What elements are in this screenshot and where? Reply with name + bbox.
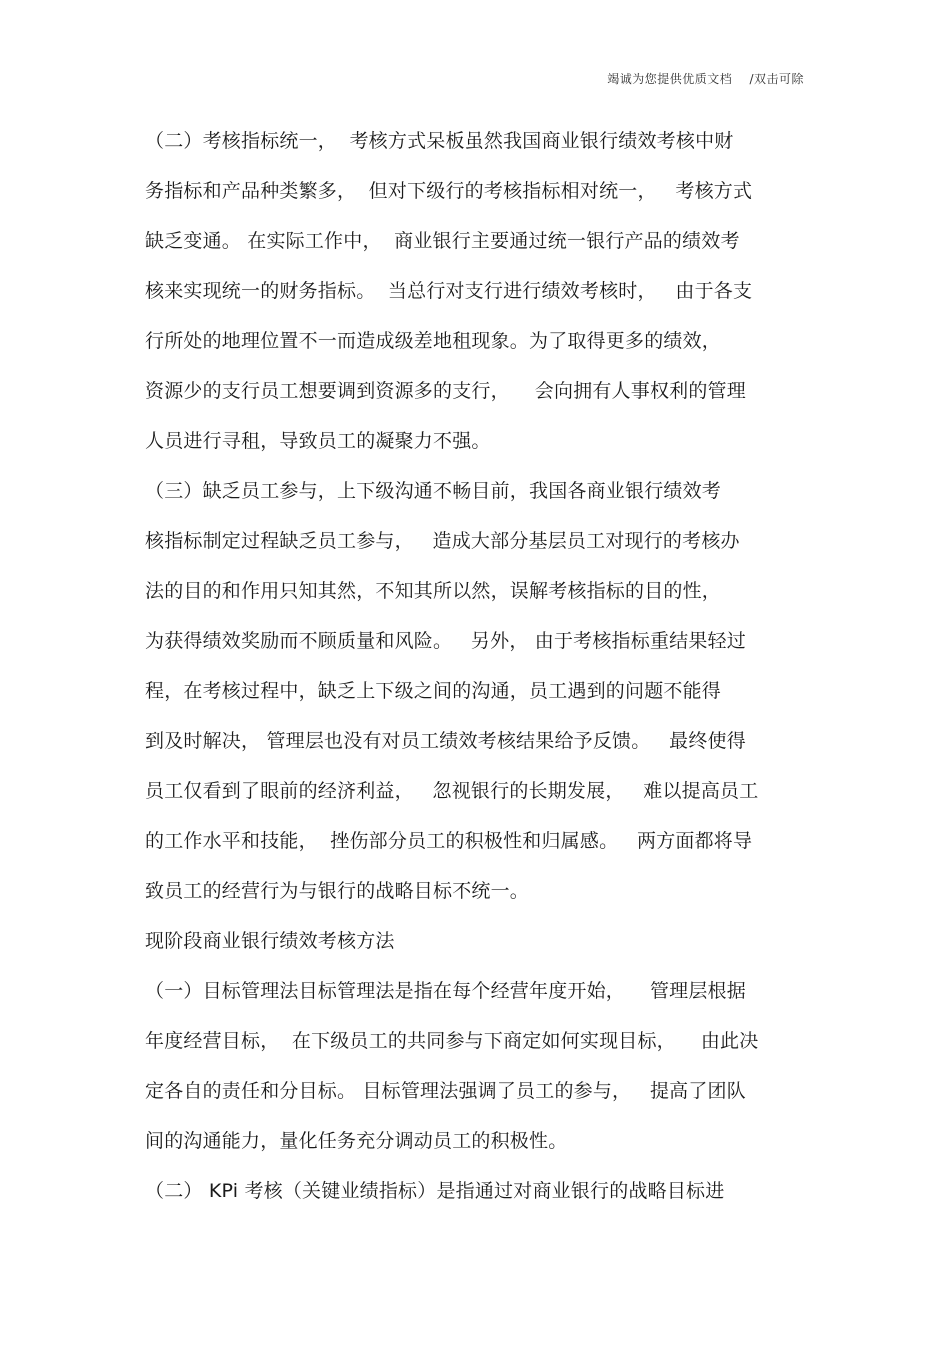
- body-line: 间的沟通能力，量化任务充分调动员工的积极性。: [145, 1130, 568, 1152]
- section-heading: 现阶段商业银行绩效考核方法: [145, 930, 395, 952]
- body-line: 法的目的和作用只知其然，不知其所以然，误解考核指标的目的性，: [145, 580, 722, 602]
- header-note: 竭诚为您提供优质文档 /双击可除: [607, 72, 804, 86]
- body-line: 致员工的经营行为与银行的战略目标不统一。: [145, 880, 530, 902]
- body-line: 务指标和产品种类繁多， 但对下级行的考核指标相对统一， 考核方式: [145, 180, 753, 202]
- body-line: 年度经营目标， 在下级员工的共同参与下商定如何实现目标， 由此决: [145, 1030, 759, 1052]
- body-line: 程，在考核过程中，缺乏上下级之间的沟通，员工遇到的问题不能得: [145, 680, 722, 702]
- body-line: 为获得绩效奖励而不顾质量和风险。 另外， 由于考核指标重结果轻过: [145, 630, 746, 652]
- body-line: 核来实现统一的财务指标。 当总行对支行进行绩效考核时， 由于各支: [145, 280, 753, 302]
- body-line: 到及时解决， 管理层也没有对员工绩效考核结果给予反馈。 最终使得: [145, 730, 746, 752]
- body-line: 核指标制定过程缺乏员工参与， 造成大部分基层员工对现行的考核办: [145, 530, 740, 552]
- body-line: （三）缺乏员工参与，上下级沟通不畅目前，我国各商业银行绩效考: [145, 480, 722, 502]
- body-line: 的工作水平和技能， 挫伤部分员工的积极性和归属感。 两方面都将导: [145, 830, 753, 852]
- body-line: （二）考核指标统一， 考核方式呆板虽然我国商业银行绩效考核中财: [145, 130, 734, 152]
- body-line: 资源少的支行员工想要调到资源多的支行， 会向拥有人事权利的管理: [145, 380, 746, 402]
- body-line: （二） KPi 考核（关键业绩指标）是指通过对商业银行的战略目标进: [145, 1180, 725, 1202]
- body-line: （一）目标管理法目标管理法是指在每个经营年度开始， 管理层根据: [145, 980, 746, 1002]
- body-line: 员工仅看到了眼前的经济利益， 忽视银行的长期发展， 难以提高员工: [145, 780, 759, 802]
- body-line: 定各自的责任和分目标。 目标管理法强调了员工的参与， 提高了团队: [145, 1080, 746, 1102]
- body-line: 行所处的地理位置不一而造成级差地租现象。为了取得更多的绩效，: [145, 330, 722, 352]
- body-line: 人员进行寻租，导致员工的凝聚力不强。: [145, 430, 491, 452]
- body-line: 缺乏变通。 在实际工作中， 商业银行主要通过统一银行产品的绩效考: [145, 230, 740, 252]
